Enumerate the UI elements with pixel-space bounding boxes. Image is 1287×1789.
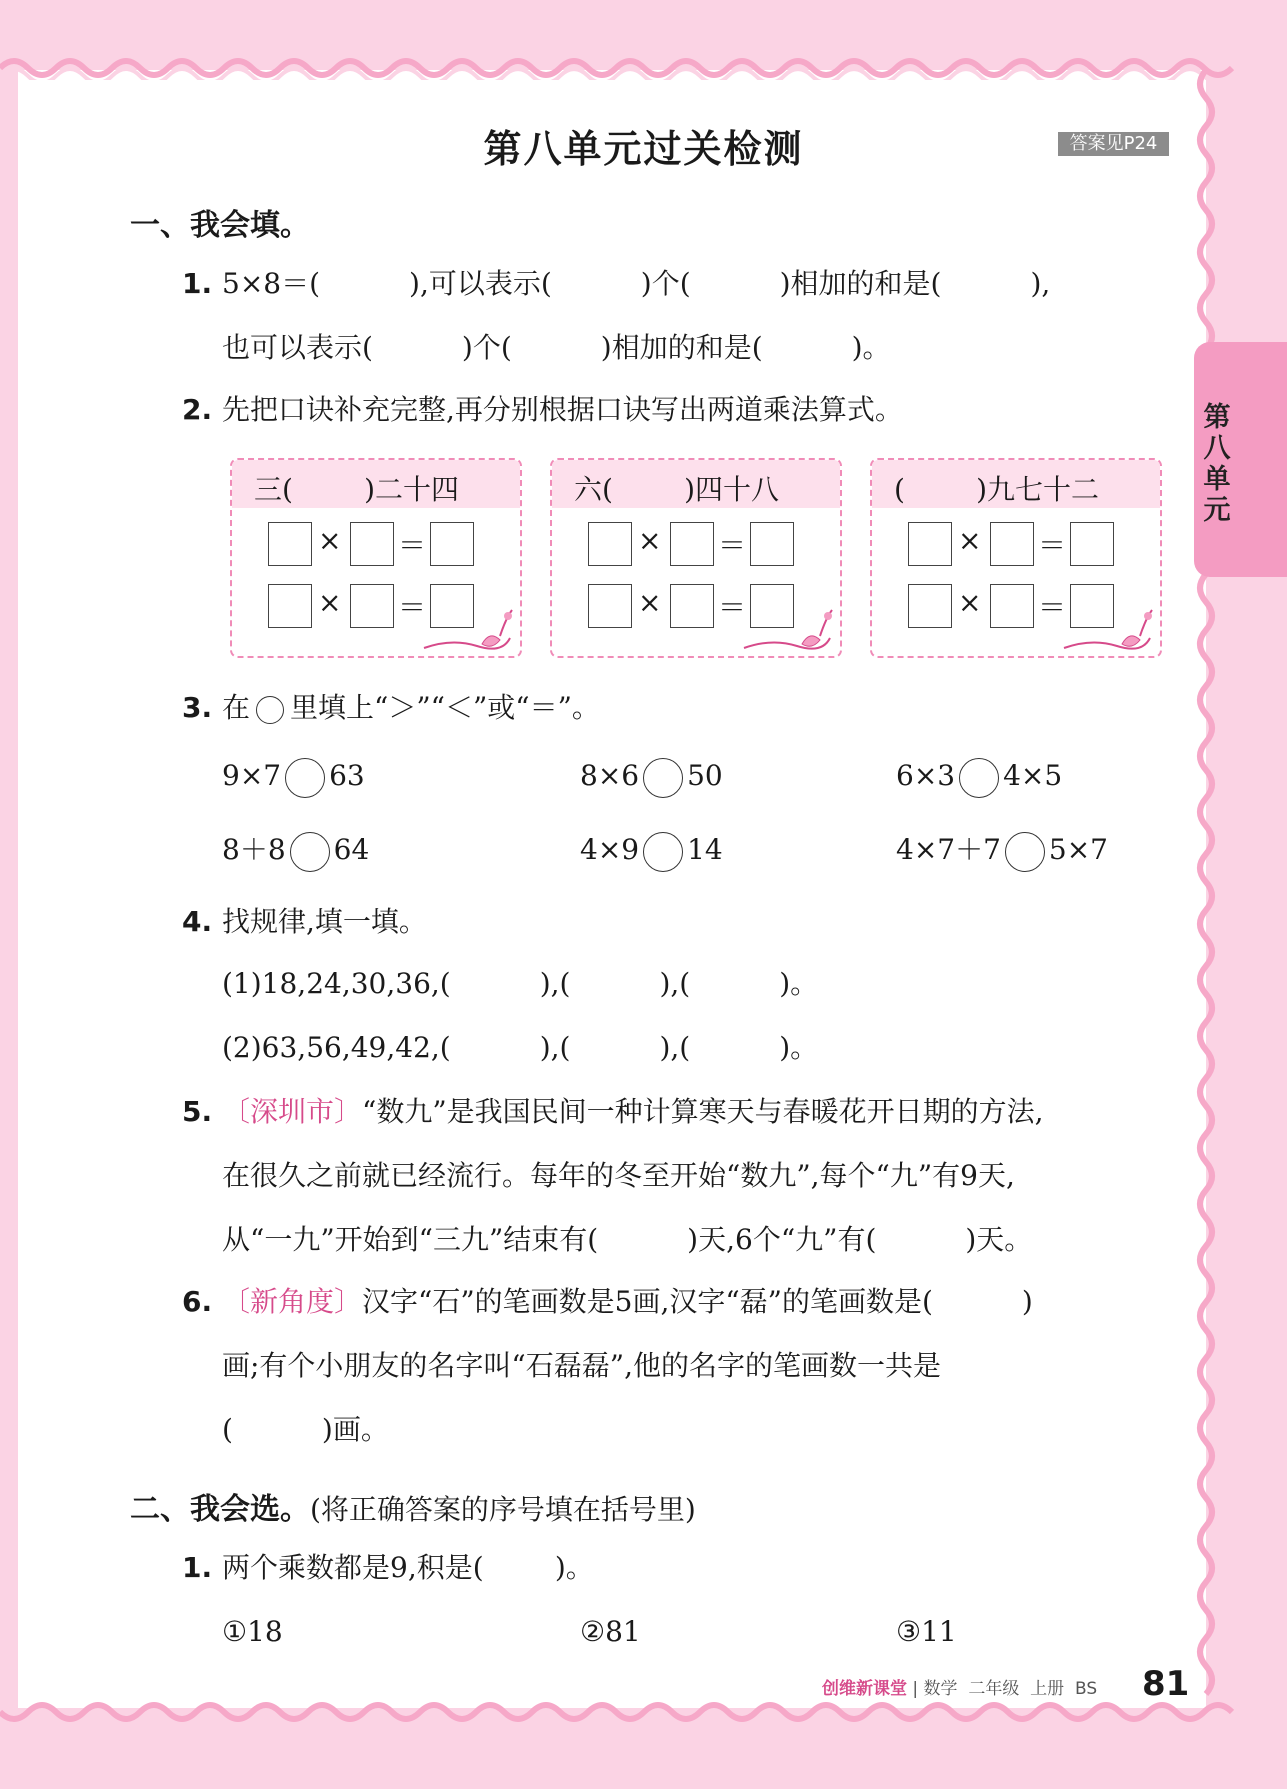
compare-left: 4×7＋7: [896, 833, 1001, 866]
q4-number: 4.: [182, 905, 213, 938]
multiplication-rhyme-card-2: [550, 458, 842, 658]
compare-right: 64: [333, 833, 370, 866]
page-number: 81: [1142, 1664, 1190, 1704]
q5-number: 5.: [182, 1095, 213, 1128]
q5-line-3: 从“一九”开始到“三九”结束有( )天,6个“九”有( )天。: [222, 1223, 1033, 1256]
footer-brand: 创维新课堂: [822, 1679, 907, 1699]
compare-right: 50: [687, 759, 723, 792]
page-title: 第八单元过关检测: [483, 127, 804, 171]
page-sheet: [18, 70, 1206, 1708]
q3-text-after: 里填上“＞”“＜”或“＝”。: [290, 691, 600, 724]
answer-box[interactable]: [588, 522, 632, 566]
compare-left: 9×7: [222, 759, 282, 792]
answer-box[interactable]: [588, 584, 632, 628]
section-2-note: (将正确答案的序号填在括号里): [310, 1493, 696, 1526]
q6-line-3: ( )画。: [222, 1413, 389, 1446]
equals-sign: ＝: [398, 529, 427, 562]
q6-source-tag: 〔新角度〕: [222, 1285, 363, 1318]
q4-text: 找规律,填一填。: [222, 905, 427, 938]
answer-box[interactable]: [670, 522, 714, 566]
q5-source-tag: 〔深圳市〕: [222, 1095, 363, 1128]
compare-right: 4×5: [1003, 759, 1063, 792]
compare-item: [896, 756, 1062, 798]
s2-q1-number: 1.: [182, 1551, 213, 1584]
compare-circle[interactable]: [959, 758, 999, 798]
rhyme-header: [232, 460, 520, 508]
times-sign: ×: [318, 524, 342, 557]
rhyme-text: 三( )二十四: [254, 473, 460, 506]
answer-box[interactable]: [268, 522, 312, 566]
times-sign: ×: [638, 586, 662, 619]
compare-item: [222, 830, 369, 872]
equals-sign: ＝: [718, 529, 747, 562]
q5-line-2: 在很久之前就已经流行。每年的冬至开始“数九”,每个“九”有9天,: [222, 1159, 1015, 1192]
q1-number: 1.: [182, 267, 213, 300]
answer-box[interactable]: [1070, 522, 1114, 566]
compare-right: 14: [687, 833, 723, 866]
rhyme-text: ( )九七十二: [894, 473, 1100, 506]
compare-circle[interactable]: [643, 832, 683, 872]
s2-q1-text: 两个乘数都是9,积是( )。: [222, 1551, 594, 1584]
compare-circle[interactable]: [1005, 832, 1045, 872]
section-2-heading: [130, 1484, 696, 1528]
answer-reference-badge: 答案见P24: [1058, 132, 1169, 156]
answer-box[interactable]: [990, 522, 1034, 566]
compare-item: [896, 830, 1108, 872]
q2-number: 2.: [182, 393, 213, 426]
multiplication-rhyme-card-3: [870, 458, 1162, 658]
answer-box[interactable]: [670, 584, 714, 628]
q5-line-1: [222, 1092, 1044, 1132]
q3-text-before: 在: [222, 691, 251, 724]
multiplication-rhyme-card-1: [230, 458, 522, 658]
compare-item: [222, 756, 365, 798]
option-2: ②81: [580, 1615, 641, 1648]
compare-left: 6×3: [896, 759, 956, 792]
floral-corner-decoration-icon: [422, 608, 514, 654]
equals-sign: ＝: [398, 591, 427, 624]
answer-box[interactable]: [350, 584, 394, 628]
times-sign: ×: [318, 586, 342, 619]
section-1-heading: 一、我会填。: [130, 208, 310, 243]
q1-line-1: 5×8＝( ),可以表示( )个( )相加的和是( ),: [222, 267, 1051, 300]
equals-sign: ＝: [1038, 529, 1067, 562]
floral-corner-decoration-icon: [1062, 608, 1154, 654]
q6-line-1: [222, 1282, 1033, 1322]
compare-left: 4×9: [580, 833, 640, 866]
q6-number: 6.: [182, 1285, 213, 1318]
answer-box[interactable]: [430, 522, 474, 566]
answer-box[interactable]: [908, 584, 952, 628]
q6-line-1-text: 汉字“石”的笔画数是5画,汉字“磊”的笔画数是( ): [362, 1285, 1033, 1318]
rhyme-header: [552, 460, 840, 508]
answer-box[interactable]: [908, 522, 952, 566]
q4-sequence-2: (2)63,56,49,42,( ),( ),( )。: [222, 1031, 819, 1064]
rhyme-header: [872, 460, 1160, 508]
compare-left: 8＋8: [222, 833, 286, 866]
compare-item: [580, 756, 723, 798]
option-1: ①18: [222, 1615, 283, 1648]
footer-divider: |: [907, 1679, 924, 1699]
answer-box[interactable]: [268, 584, 312, 628]
equals-sign: ＝: [1038, 591, 1067, 624]
section-2-title: 二、我会选。: [130, 1492, 310, 1527]
circle-icon: [256, 696, 284, 724]
q4-sequence-1: (1)18,24,30,36,( ),( ),( )。: [222, 967, 819, 1000]
q3-text: [222, 688, 600, 728]
compare-circle[interactable]: [290, 832, 330, 872]
compare-circle[interactable]: [643, 758, 683, 798]
q3-number: 3.: [182, 691, 213, 724]
answer-box[interactable]: [990, 584, 1034, 628]
q6-line-2: 画;有个小朋友的名字叫“石磊磊”,他的名字的笔画数一共是: [222, 1349, 941, 1382]
floral-corner-decoration-icon: [742, 608, 834, 654]
q5-line-1-text: “数九”是我国民间一种计算寒天与春暖花开日期的方法,: [362, 1095, 1044, 1128]
times-sign: ×: [958, 524, 982, 557]
option-3: ③11: [896, 1615, 957, 1648]
compare-circle[interactable]: [285, 758, 325, 798]
compare-right: 5×7: [1048, 833, 1108, 866]
rhyme-text: 六( )四十八: [574, 473, 780, 506]
times-sign: ×: [638, 524, 662, 557]
compare-left: 8×6: [580, 759, 640, 792]
footer-info: [822, 1674, 1097, 1699]
answer-box[interactable]: [750, 522, 794, 566]
q1-line-2: 也可以表示( )个( )相加的和是( )。: [222, 331, 891, 364]
compare-right: 63: [329, 759, 365, 792]
equals-sign: ＝: [718, 591, 747, 624]
unit-side-tab-label: 第八单元: [1203, 402, 1231, 526]
q2-text: 先把口诀补充完整,再分别根据口诀写出两道乘法算式。: [222, 393, 903, 426]
times-sign: ×: [958, 586, 982, 619]
answer-box[interactable]: [350, 522, 394, 566]
footer-book-info: 数学 二年级 上册 BS: [923, 1679, 1098, 1699]
compare-item: [580, 830, 723, 872]
